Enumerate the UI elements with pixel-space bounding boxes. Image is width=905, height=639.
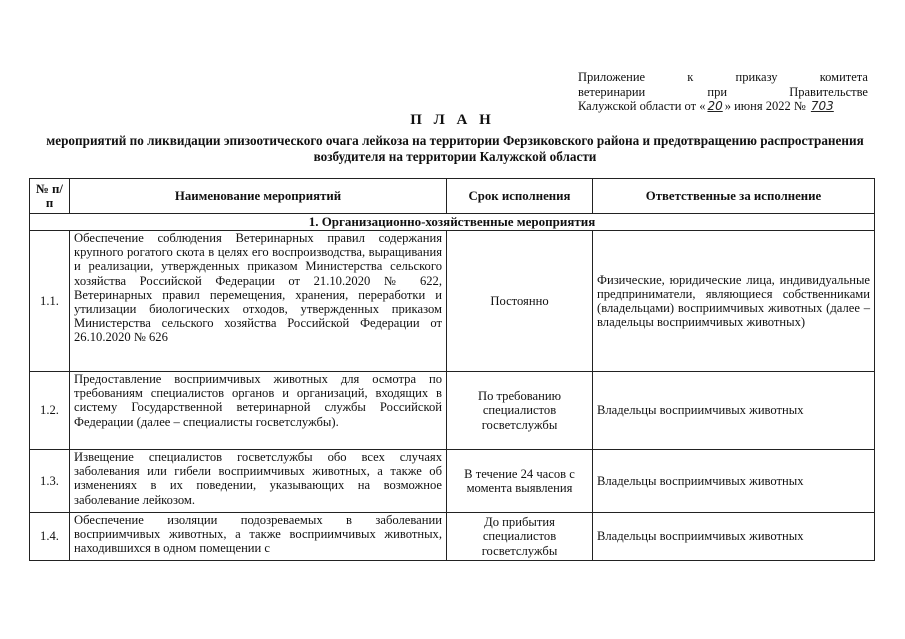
row-term: По требованию специалистов госветслужбы	[447, 372, 593, 450]
row-action: Предоставление восприимчивых животных для осмотра по требованиям специалистов органов и организаций, входящих в систему Государственной ветеринарной службы Российской Федерации (далее – специалисты госветслужбы).	[70, 372, 447, 450]
row-action: Извещение специалистов госветслужбы обо всех случаях заболевания или гибели восприимчивых животных, а также об изменениях в их поведении, указывающих на возможное заболевание лейкозом.	[70, 450, 447, 513]
row-number: 1.4.	[30, 513, 70, 561]
row-term: В течение 24 часов с момента выявления	[447, 450, 593, 513]
header-number: № п/п	[30, 179, 70, 214]
row-number: 1.3.	[30, 450, 70, 513]
table-header-row	[30, 179, 875, 214]
row-responsible: Физические, юридические лица, индивидуальные предприниматели, являющиеся собственниками (владельцами) восприимчивых животных (далее – владельцы восприимчивых животных)	[593, 231, 875, 372]
header-term: Срок исполнения	[447, 179, 593, 214]
annex-line-2	[578, 85, 868, 100]
row-responsible: Владельцы восприимчивых животных	[593, 513, 875, 561]
row-action: Обеспечение изоляции подозреваемых в заболевании восприимчивых животных, а также восприимчивых животных, находившихся в одном помещении с	[70, 513, 447, 561]
annex-word: ветеринарии	[578, 84, 646, 99]
annex-word: Приложение	[578, 70, 646, 84]
header-action: Наименование мероприятий	[70, 179, 447, 214]
row-term: Постоянно	[447, 231, 593, 372]
section-row	[30, 214, 875, 231]
table-row	[30, 372, 875, 450]
annex-word: Правительстве	[789, 84, 868, 99]
annex-word: при	[707, 84, 728, 99]
annex-date-prefix: Калужской области от «	[578, 99, 706, 114]
measures-table	[29, 178, 875, 561]
annex-line-1	[578, 70, 868, 85]
annex-header	[578, 70, 868, 114]
header-responsible: Ответственные за исполнение	[593, 179, 875, 214]
handwritten-day: 20	[707, 99, 723, 114]
annex-word: к	[687, 70, 694, 84]
row-responsible: Владельцы восприимчивых животных	[593, 372, 875, 450]
annex-word: комитета	[819, 70, 868, 84]
handwritten-order-number: 703	[810, 99, 834, 114]
plan-title: П Л А Н	[410, 112, 495, 128]
row-term: До прибытия специалистов госветслужбы	[447, 513, 593, 561]
annex-word: приказу	[735, 70, 778, 84]
annex-date-suffix: » июня 2022 №	[724, 99, 809, 114]
table-row	[30, 513, 875, 561]
table-row	[30, 450, 875, 513]
row-action: Обеспечение соблюдения Ветеринарных правил содержания крупного рогатого скота в целях его воспроизводства, выращивания и реализации, утвержденных приказом Министерства сельского хозяйства Российской Федерации от 21.10.2020 № 622, Ветеринарных правил перемещения, хранения, переработки и утилизации биологических отходов, утвержденных приказом Министерства сельского хозяйства Российской Федерации от 26.10.2020 № 626	[70, 231, 447, 372]
table-row	[30, 231, 875, 372]
row-number: 1.2.	[30, 372, 70, 450]
row-number: 1.1.	[30, 231, 70, 372]
plan-subtitle: мероприятий по ликвидации эпизоотического очага лейкоза на территории Ферзиковского района и предотвращению распространения возбудителя на территории Калужской области	[46, 133, 864, 164]
section-title: 1. Организационно-хозяйственные мероприятия	[30, 214, 875, 231]
row-responsible: Владельцы восприимчивых животных	[593, 450, 875, 513]
